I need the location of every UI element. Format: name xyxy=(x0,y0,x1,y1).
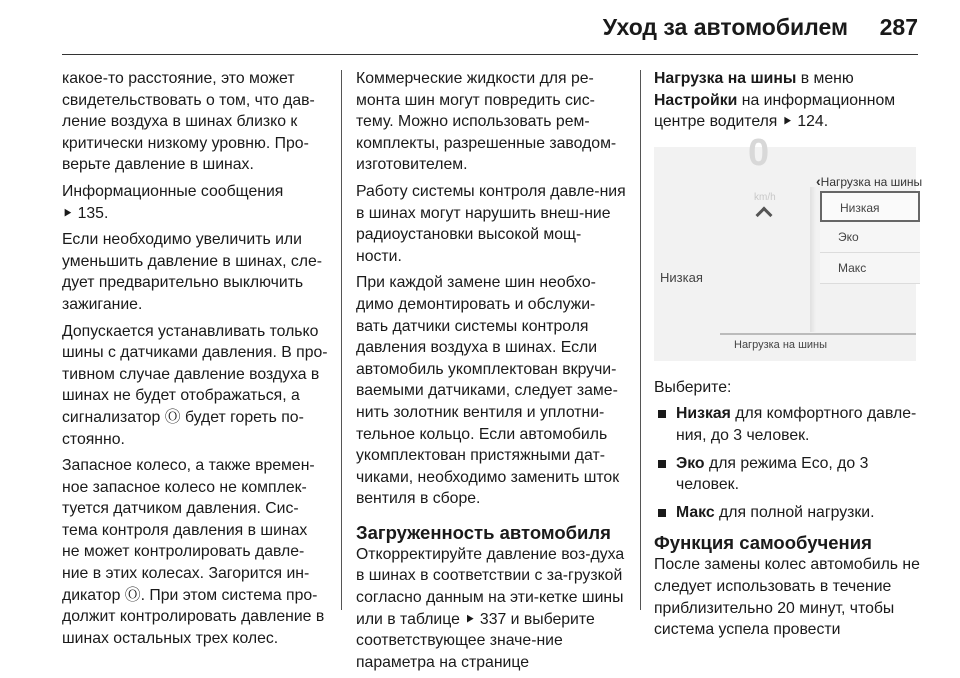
paragraph: После замены колес автомобиль не следует использовать в течение приблизительно 20 минут, чтобы система успела провести xyxy=(654,556,920,639)
option-item-low: Низкая xyxy=(820,191,920,222)
page-header xyxy=(0,0,960,56)
paragraph-text: на информационном центре водителя xyxy=(654,91,896,131)
paragraph: Если необходимо увеличить или уменьшить давление в шинах, сле-дует предварительно выключить зажигание. xyxy=(62,231,323,313)
menu-shadow xyxy=(810,187,816,332)
menu-title-text: Нагрузка на шины xyxy=(820,174,923,189)
column-divider-2 xyxy=(640,70,641,610)
bullet-text: для режима Eco, до 3 человек. xyxy=(676,454,869,494)
paragraph-text: Допускается устанавливать только шины с датчиками давления. В про-тивном случае давление воздуха в шинах не будет отображаться, а сигнализатор xyxy=(62,322,328,426)
paragraph-text: . При этом система про-должит контролировать давление в шинах остальных трех колес. xyxy=(62,586,325,647)
list-item xyxy=(654,453,924,496)
bullet-list xyxy=(654,403,924,523)
option-item-eco: Эко xyxy=(820,222,920,253)
current-value: Низкая xyxy=(660,269,703,285)
paragraph-text: Запасное колесо, а также времен-ное запасное колесо не комплек-туется датчиком давления. Сис-тема контроля давления в шинах не может контролировать давле-ние в этих колесах. Загорится ин-дикатор xyxy=(62,457,315,604)
ref-arrow-icon: ⯈ xyxy=(781,113,793,130)
header-divider xyxy=(62,54,918,55)
list-item xyxy=(654,403,924,446)
paragraph-text: Откорректируйте давление воз-духа в шинах в соответствии с за-грузкой согласно данным на эти-кетке шины или в таблице xyxy=(356,545,625,628)
section-heading: Загруженность автомобиля xyxy=(356,521,611,543)
page-title: Уход за автомобилем xyxy=(602,14,848,40)
column-1 xyxy=(62,68,328,654)
page-reference: 135. xyxy=(77,204,109,222)
tire-pressure-warning-icon: Ⓞ xyxy=(124,586,141,604)
chevron-up-icon xyxy=(756,206,773,223)
tire-pressure-warning-icon: Ⓞ xyxy=(164,408,181,426)
page-reference: 337 xyxy=(479,610,507,628)
paragraph-text: в меню xyxy=(800,70,854,87)
bullet-term: Эко xyxy=(676,454,705,472)
paragraph-text: будет гореть по-стоянно. xyxy=(62,408,304,448)
chevron-left-icon: ‹ xyxy=(816,172,821,189)
list-item xyxy=(654,502,924,524)
page-number: 287 xyxy=(879,14,918,40)
paragraph-text: и выберите соответствующее значе-ние параметра на странице xyxy=(356,610,595,671)
page-reference: 124. xyxy=(797,113,829,131)
option-list xyxy=(820,191,920,284)
menu-term: Настройки xyxy=(654,91,738,109)
driver-info-display-figure xyxy=(654,131,923,361)
paragraph: При каждой замене шин необхо-димо демонтировать и обслужи-вать датчики системы контроля давления воздуха в шинах. Если автомобиль укомплектован вкручи-ваемыми датчиками, следует заме-нить золотник вентиля и уплотни-тельное кольцо. Если автомобиль укомплектован пристяжными дат-чиками, необходимо заменить шток вентиля в сборе. xyxy=(356,274,620,508)
paragraph xyxy=(356,544,626,674)
paragraph xyxy=(62,455,328,649)
ref-arrow-icon: ⯈ xyxy=(464,610,476,627)
paragraph xyxy=(62,181,328,224)
paragraph: какое-то расстояние, это может свидетельствовать о том, что дав-ление воздуха в шинах близко к критически низкому уровню. Про-верьте давление в шинах. xyxy=(62,70,315,174)
menu-term: Нагрузка на шины xyxy=(654,70,797,87)
bullet-square-icon xyxy=(658,460,666,468)
bullet-text: для комфортного давле-ния, до 3 человек. xyxy=(676,405,917,444)
bullet-term: Низкая xyxy=(676,405,731,423)
bullet-square-icon xyxy=(658,410,666,418)
paragraph xyxy=(62,321,328,451)
bullet-term: Макс xyxy=(676,503,715,521)
bullet-text: для полной нагрузки. xyxy=(719,503,875,521)
section-heading: Функция самообучения xyxy=(654,532,872,554)
option-item-max: Макс xyxy=(820,253,920,284)
column-divider-1 xyxy=(341,70,342,610)
bullet-square-icon xyxy=(658,509,666,517)
paragraph: Выберите: xyxy=(654,378,732,396)
paragraph: Работу системы контроля давле-ния в шинах могут нарушить внеш-ние радиоустановки высокой мощ-ности. xyxy=(356,182,626,265)
paragraph-text: Информационные сообщения xyxy=(62,182,284,200)
paragraph: Коммерческие жидкости для ре-монта шин могут повредить сис-тему. Можно использовать рем-комплекты, разрешенные заводом-изготовителем. xyxy=(356,70,617,174)
speed-unit: km/h xyxy=(754,191,776,203)
ref-arrow-icon: ⯈ xyxy=(62,204,74,221)
column-2 xyxy=(356,68,626,678)
bottom-label: Нагрузка на шины xyxy=(720,333,916,355)
speed-readout: 0 xyxy=(748,131,770,174)
paragraph xyxy=(654,68,924,133)
column-3 xyxy=(654,68,924,646)
